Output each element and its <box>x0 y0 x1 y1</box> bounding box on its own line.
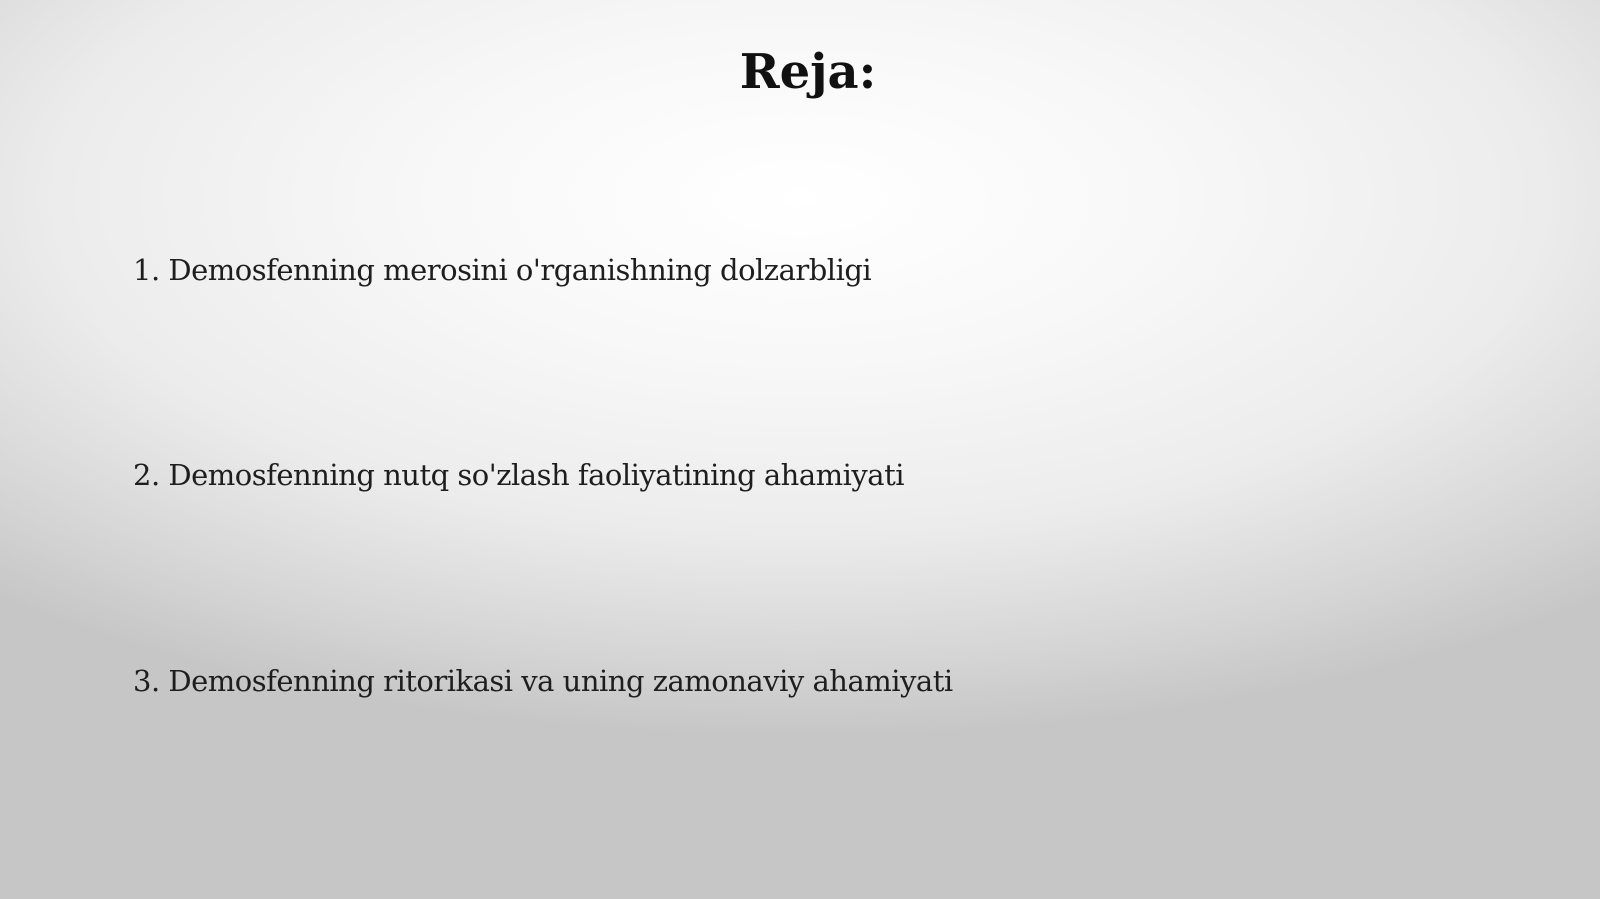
slide-title: Reja: <box>739 44 877 100</box>
plan-item-2: 2. Demosfenning nutq so'zlash faoliyatining ahamiyati <box>133 458 905 492</box>
plan-item-1: 1. Demosfenning merosini o'rganishning dolzarbligi <box>133 253 872 287</box>
plan-item-3: 3. Demosfenning ritorikasi va uning zamonaviy ahamiyati <box>133 664 953 698</box>
